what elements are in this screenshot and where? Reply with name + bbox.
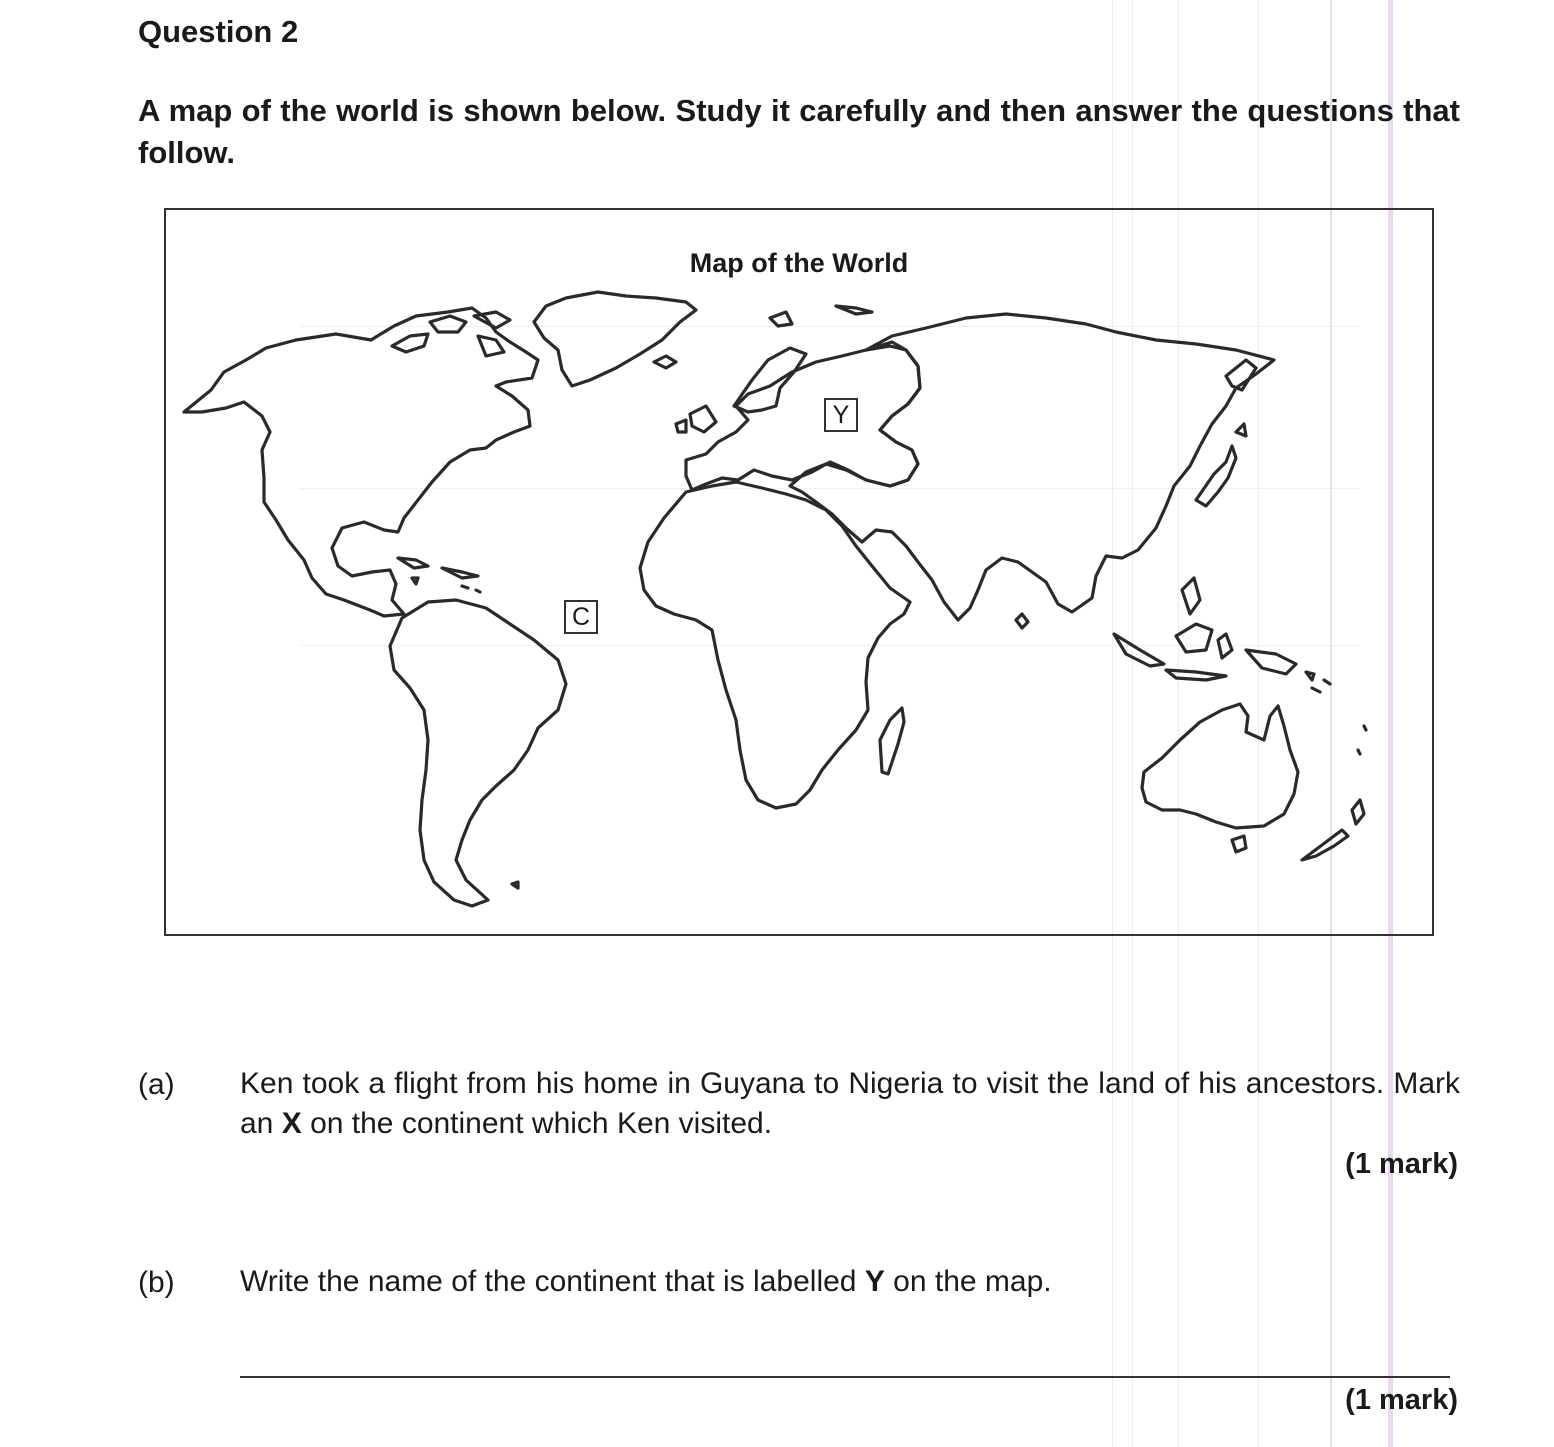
- map-title: Map of the World: [689, 248, 909, 278]
- part-b-emphasis: Y: [864, 1265, 885, 1298]
- south-america-outline: [390, 600, 566, 906]
- caribbean-islands: [398, 558, 480, 592]
- africa-outline: [640, 482, 910, 808]
- sri-lanka: [1016, 614, 1028, 628]
- australia-outline: [1142, 704, 1298, 828]
- southeast-asia-islands: [1114, 578, 1330, 684]
- part-a-label: (a): [138, 1068, 175, 1101]
- answer-line[interactable]: [240, 1376, 1450, 1378]
- pacific-islands: [1312, 688, 1366, 754]
- question-title: Question 2: [138, 14, 299, 49]
- part-b-marks: (1 mark): [1345, 1384, 1458, 1416]
- iceland: [654, 356, 676, 368]
- falkland-islands: [512, 882, 518, 888]
- madagascar-outline: [880, 708, 904, 774]
- part-b-label: (b): [138, 1266, 175, 1299]
- part-b-text: [240, 1262, 1460, 1302]
- greenland-outline: [534, 292, 696, 386]
- part-b-text-before: Write the name of the continent that is labelled: [240, 1265, 865, 1298]
- question-intro: A map of the world is shown below. Study it carefully and then answer the questions that follow.: [138, 93, 1460, 170]
- svalbard: [770, 306, 872, 326]
- world-map-frame: [164, 208, 1434, 936]
- part-b-text-after: on the map.: [884, 1265, 1052, 1298]
- scandinavia: [734, 348, 806, 412]
- map-label-c: C: [564, 600, 598, 634]
- part-a-text-after: on the continent which Ken visited.: [301, 1107, 773, 1140]
- asia-outline: [790, 314, 1274, 620]
- part-a-marks: (1 mark): [1345, 1148, 1458, 1180]
- new-zealand-outline: [1302, 800, 1364, 860]
- part-a-emphasis: X: [281, 1107, 302, 1140]
- british-isles: [676, 406, 716, 432]
- europe-outline: [686, 342, 920, 490]
- map-label-y: Y: [824, 398, 858, 432]
- tasmania: [1232, 836, 1246, 852]
- part-a-text: [240, 1064, 1460, 1144]
- part-a-text-before: Ken took a flight from his home in Guyana to Nigeria to visit the land of his ancestors. Mark an: [240, 1067, 1460, 1140]
- world-map: [166, 210, 1432, 934]
